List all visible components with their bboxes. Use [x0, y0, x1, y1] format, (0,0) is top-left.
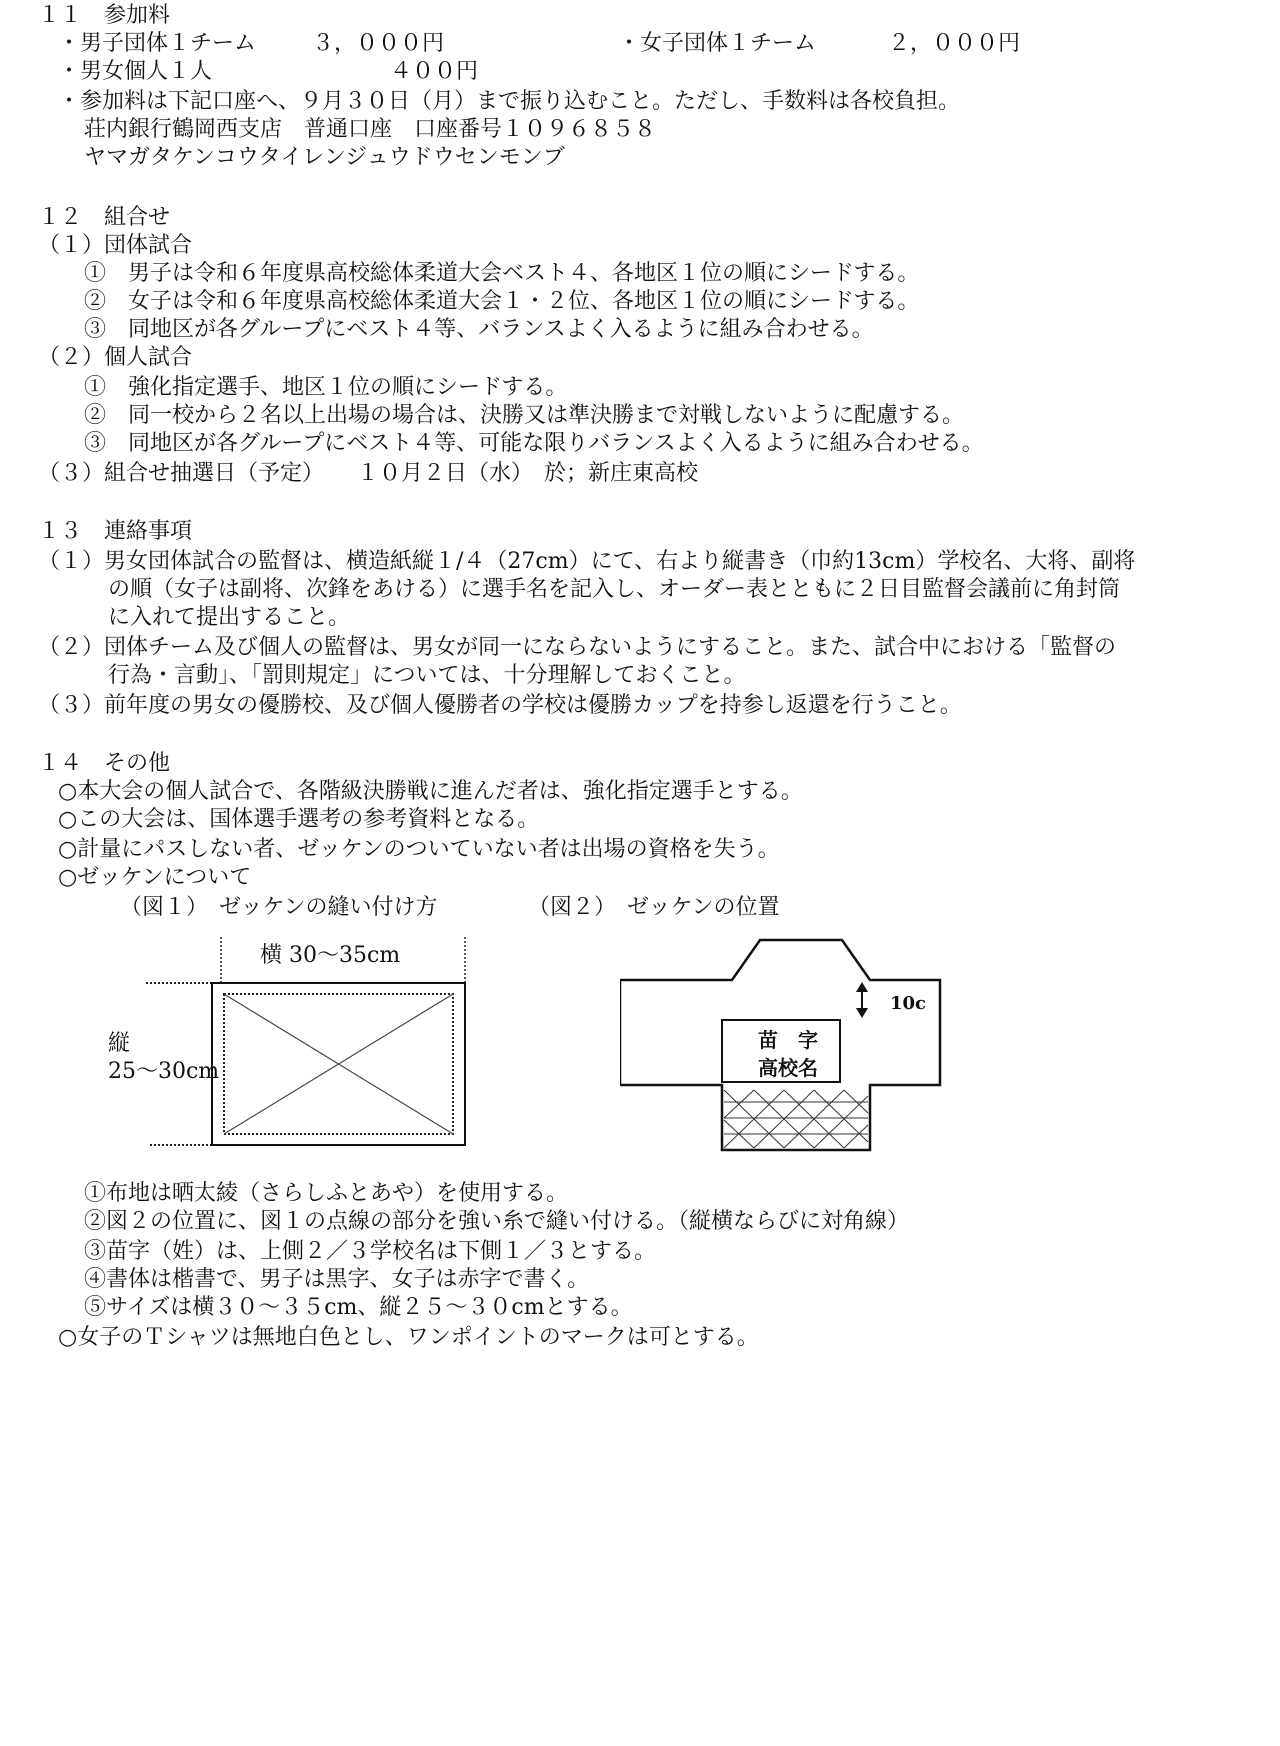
fig2-school-label: 高校名: [758, 1056, 818, 1080]
fig2-caption: （図２） ゼッケンの位置: [528, 895, 780, 920]
indiv-heading: （２）個人試合: [38, 345, 193, 370]
fee-girls-label: ・女子団体１チーム: [618, 31, 817, 56]
notice-2-line-2: 行為・言動」、「罰則規定」については、十分理解しておくこと。: [108, 663, 746, 688]
account-name: ヤマガタケンコウタイレンジュウドウセンモンブ: [84, 145, 565, 170]
fee-indiv-value: ４００円: [390, 59, 479, 84]
fig1-height-label-2: 25～30cm: [108, 1059, 220, 1084]
sec13-title: １３ 連絡事項: [38, 519, 193, 544]
bib-rule: ⑤サイズは横３０～３５cm、縦２５～３０cmとする。: [84, 1295, 633, 1320]
team-item: ① 男子は令和６年度県高校総体柔道大会ベスト４、各地区１位の順にシードする。: [84, 261, 920, 286]
fig1-caption: （図１） ゼッケンの縫い付け方: [120, 895, 438, 920]
payment-text: ・参加料は下記口座へ、９月３０日（月）まで振り込むこと。ただし、手数料は各校負担。: [58, 89, 961, 114]
bank-account: 荘内銀行鶴岡西支店 普通口座 口座番号１０９６８５８: [84, 117, 657, 142]
fee-girls-value: ２，０００円: [888, 31, 1021, 56]
notice-1-line-1: （１）男女団体試合の監督は、横造紙縦１/４（27cm）にて、右より縦書き（巾約13cm）学校名、大将、副将: [38, 549, 1136, 574]
bib-rule: ②図２の位置に、図１の点線の部分を強い糸で縫い付ける。（縦横ならびに対角線）: [84, 1209, 910, 1234]
draw-date: （３）組合せ抽選日（予定） １０月２日（水） 於；新庄東高校: [38, 461, 699, 486]
fig1-height-label-1: 縦: [108, 1031, 131, 1056]
fig2-dim-label: 10c: [890, 993, 927, 1014]
team-item: ③ 同地区が各グループにベスト４等、バランスよく入るように組み合わせる。: [84, 317, 874, 342]
notice-2-line-1: （２）団体チーム及び個人の監督は、男女が同一にならないようにすること。また、試合中における「監督の: [38, 635, 1117, 660]
team-item: ② 女子は令和６年度県高校総体柔道大会１・２位、各地区１位の順にシードする。: [84, 289, 920, 314]
other-item: ○本大会の個人試合で、各階級決勝戦に進んだ者は、強化指定選手とする。: [58, 779, 803, 804]
notice-3: （３）前年度の男女の優勝校、及び個人優勝者の学校は優勝カップを持参し返還を行うこと。: [38, 693, 962, 718]
team-heading: （１）団体試合: [38, 233, 193, 258]
fee-boys-label: ・男子団体１チーム: [58, 31, 257, 56]
bib-rule: ①布地は晒太綾（さらしふとあや）を使用する。: [84, 1181, 569, 1206]
fig2-name-label: 苗 字: [758, 1028, 818, 1052]
sec11-title: １１ 参加料: [38, 3, 171, 28]
notice-1-line-3: に入れて提出すること。: [108, 605, 351, 630]
bib-rule: ④書体は楷書で、男子は黒字、女子は赤字で書く。: [84, 1267, 590, 1292]
indiv-item: ② 同一校から２名以上出場の場合は、決勝又は準決勝まで対戦しないように配慮する。: [84, 403, 965, 428]
bib-rule: ③苗字（姓）は、上側２／３学校名は下側１／３とする。: [84, 1239, 657, 1264]
other-item: ○ゼッケンについて: [58, 865, 252, 890]
fee-indiv-label: ・男女個人１人: [58, 59, 213, 84]
fig1-width-label: 横 30～35cm: [260, 943, 401, 968]
fee-boys-value: ３，０００円: [312, 31, 445, 56]
other-item: ○この大会は、国体選手選考の参考資料となる。: [58, 807, 540, 832]
sec12-title: １２ 組合せ: [38, 205, 171, 230]
other-item: ○計量にパスしない者、ゼッケンのついていない者は出場の資格を失う。: [58, 837, 780, 862]
notice-1-line-2: の順（女子は副将、次鋒をあける）に選手名を記入し、オーダー表とともに２日目監督会議前に角封筒: [108, 577, 1121, 602]
sec14-title: １４ その他: [38, 751, 171, 776]
indiv-item: ① 強化指定選手、地区１位の順にシードする。: [84, 375, 568, 400]
tshirt-rule: ○女子のＴシャツは無地白色とし、ワンポイントのマークは可とする。: [58, 1325, 759, 1350]
indiv-item: ③ 同地区が各グループにベスト４等、可能な限りバランスよく入るように組み合わせる。: [84, 431, 984, 456]
